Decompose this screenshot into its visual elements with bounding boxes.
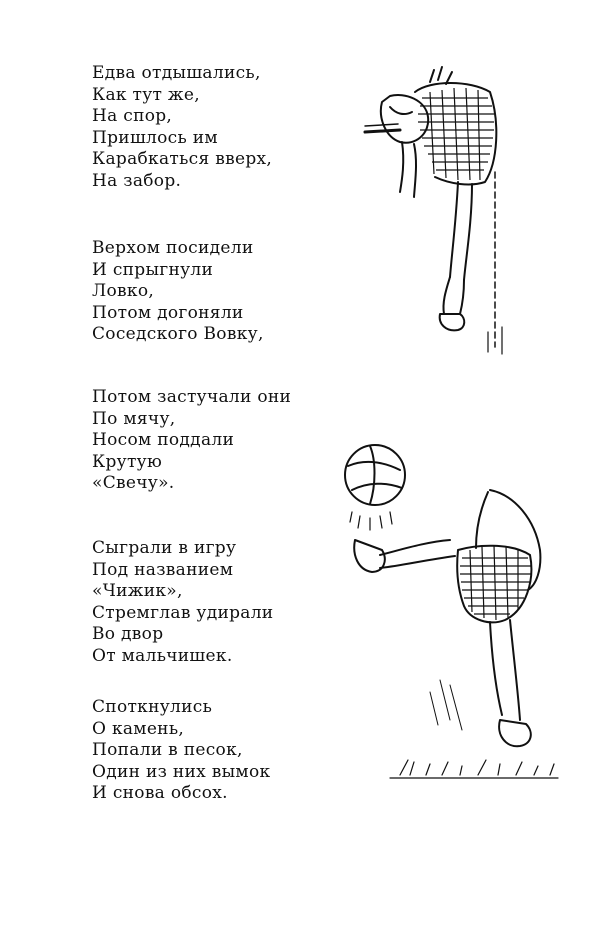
poem-line: Верхом посидели	[92, 238, 254, 258]
poem-line: Потом догоняли	[92, 302, 244, 323]
poem-line: От мальчишек.	[92, 645, 233, 666]
poem-line: Носом поддали	[92, 430, 235, 450]
poem-line: Едва отдышались,	[92, 63, 261, 83]
boy-climbing-fence-illustration	[360, 62, 510, 357]
poem-line: На спор,	[92, 106, 173, 126]
poem-line: «Свечу».	[92, 473, 175, 493]
poem-line: Сыграли в игру	[92, 538, 237, 558]
poem-line: Попали в песок,	[92, 740, 243, 760]
stanza-3	[92, 387, 291, 495]
poem-line: Один из них вымок	[92, 761, 271, 782]
poem-line: «Чижик»,	[92, 581, 183, 601]
poem-line: Споткнулись	[92, 697, 213, 717]
poem-line: И снова обсох.	[92, 783, 228, 803]
poem-line: Крутую	[92, 451, 163, 472]
poem-line: Под названием	[92, 559, 234, 580]
poem-line: По мячу,	[92, 408, 176, 429]
poem-line: И спрыгнули	[92, 259, 214, 280]
poem-line: О камень,	[92, 718, 185, 739]
stanza-4	[92, 538, 273, 667]
stanza-2	[92, 238, 264, 346]
boy-kicking-ball-illustration	[330, 430, 560, 800]
poem-line: Стремглав удирали	[92, 602, 274, 623]
stanza-1	[92, 63, 272, 192]
poem-line: Ловко,	[92, 281, 155, 301]
poem-line: Карабкаться вверх,	[92, 149, 273, 169]
poem-line: Как тут же,	[92, 84, 200, 105]
stanza-5	[92, 697, 270, 805]
poem-line: Потом застучали они	[92, 387, 292, 407]
poem-line: Во двор	[92, 624, 164, 644]
poem-line: На забор.	[92, 170, 182, 191]
poem-line: Соседского Вовку,	[92, 324, 264, 344]
poem-line: Пришлось им	[92, 127, 218, 148]
